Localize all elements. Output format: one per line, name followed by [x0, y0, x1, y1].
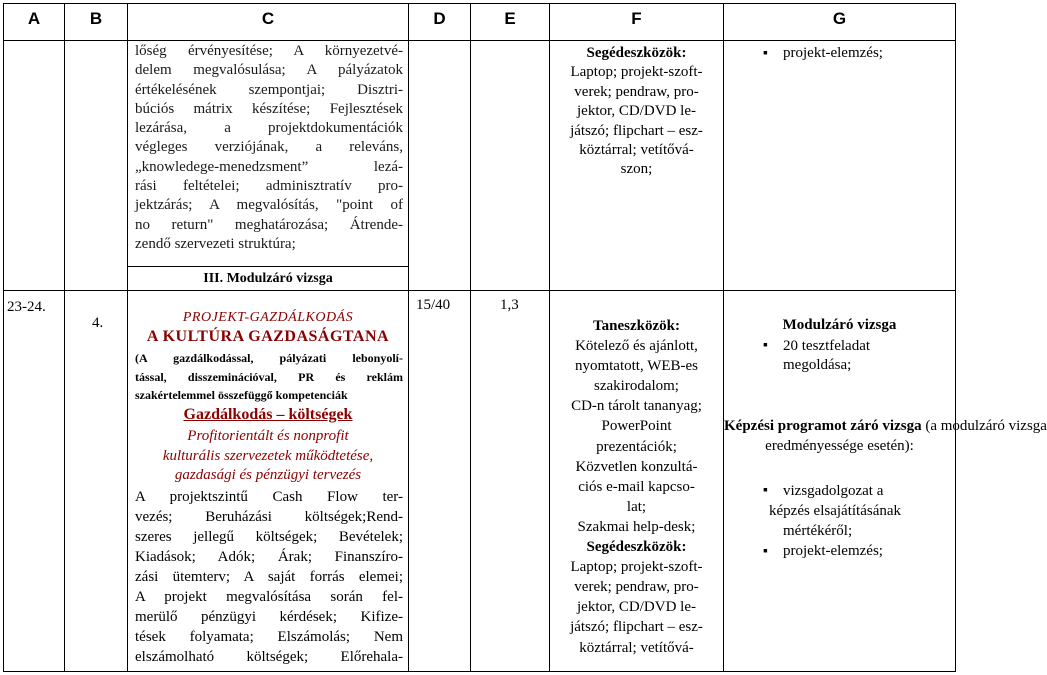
column-header-d: D — [433, 9, 446, 28]
bullet-item: ▪ 20 tesztfeladat — [783, 336, 870, 356]
text-line: köztárral; vetítővá- — [579, 639, 694, 656]
text-line: szeres jellegű költségek; Bevételek; — [135, 529, 403, 545]
column-header-a: A — [27, 9, 41, 28]
text-line: búciós mátrix készítése; Fejlesztések — [135, 100, 403, 117]
text-line: jektor, CD/DVD le- — [577, 599, 696, 616]
text-line: A projektszintű Cash Flow ter- — [135, 489, 403, 505]
text-line: kulturális szervezetek működtetése, — [162, 447, 374, 464]
exam-bullet-2-cont — [769, 501, 901, 541]
text-line: szon; — [620, 161, 653, 178]
top-row-f-text — [550, 44, 723, 180]
text-line: zási ütemterv; A saját forrás elemei; — [135, 569, 403, 585]
text-line: értékelésének szempontjai; Disztri- — [135, 81, 403, 98]
exam-bullet-2 — [783, 481, 883, 501]
text-line: Kötelező és ajánlott, — [575, 338, 698, 355]
exam-bullet-1 — [783, 336, 870, 356]
final-exam-title-rest: (a modulzáró vizsga — [921, 418, 1047, 434]
column-header-e: E — [504, 9, 516, 28]
topic-title: Gazdálkodás – költségek — [183, 406, 353, 423]
text-line: delem megvalósulása; A pályázatok — [135, 62, 403, 79]
row-credit: 1,3 — [500, 297, 519, 313]
section-italic-title: PROJEKT-GAZDÁLKODÁS — [182, 310, 354, 325]
text-line: képzés elsajátításának — [769, 503, 902, 519]
tools-title: Segédeszközök: — [586, 539, 687, 556]
text-line: „knowledege-menedzsment” lezá- — [135, 158, 403, 175]
text-line: jektzárás; A megvalósítás, "point of — [135, 197, 403, 214]
text-line: verek; pendraw, pro- — [574, 83, 699, 100]
topic-body — [135, 487, 403, 667]
exam-bullet-1-cont: megoldása; — [783, 357, 852, 373]
text-line: CD-n tárolt tananyag; — [571, 398, 702, 415]
text-line: verek; pendraw, pro- — [574, 579, 699, 596]
text-line: lőség érvényesítése; A környezetvé- — [135, 43, 403, 59]
text-line: zendő szervezeti struktúra; — [135, 235, 296, 252]
text-line: Szakmai help-desk; — [577, 518, 696, 535]
modul-exam-title: Modulzáró vizsga — [782, 317, 897, 333]
text-line: rási feltételei; adminisztratív pro- — [135, 178, 403, 195]
column-header-c: C — [261, 9, 275, 28]
text-line: tással, disszeminációval, PR és reklám — [135, 369, 403, 384]
column-header-g: G — [832, 9, 847, 28]
text-line: Közvetlen konzultá- — [575, 458, 698, 475]
text-line: A projekt megvalósítása során fel- — [135, 589, 403, 605]
teaching-tools-title: Taneszközök: — [593, 318, 680, 334]
text-line: szakirodalom; — [594, 378, 679, 395]
text-line: prezentációk; — [596, 438, 677, 455]
text-line: Laptop; projekt-szoft- — [570, 64, 703, 81]
row-ratio: 15/40 — [416, 297, 451, 313]
bullet-item: ▪ vizsgadolgozat a — [783, 481, 883, 501]
text-line: játszó; flipchart – esz- — [570, 619, 703, 636]
main-row-f-text — [550, 316, 723, 658]
text-line: Profitorientált és nonprofit — [187, 428, 349, 444]
competence-text — [135, 349, 403, 405]
bullet-item: ▪ projekt-elemzés; — [783, 44, 883, 63]
text-line: no return" meghatározása; Átrende- — [135, 216, 403, 233]
column-header-b: B — [89, 9, 103, 28]
text-line: lezárása, a projektdokumentációk — [135, 120, 403, 137]
text-line: köztárral; vetítővá- — [579, 142, 694, 159]
top-row-g-text — [783, 44, 883, 63]
row-number: 4. — [92, 315, 104, 331]
text-line: játszó; flipchart – esz- — [570, 122, 703, 139]
top-row-c-text — [135, 42, 403, 254]
text-line: vezés; Beruházási költségek;Rend- — [135, 509, 403, 525]
final-exam-text — [724, 416, 1047, 456]
text-line: Kiadások; Adók; Árak; Finanszíro- — [135, 549, 403, 565]
text-line: tések folyamata; Elszámolás; Nem — [135, 629, 403, 645]
tools-title: Segédeszközök: — [586, 45, 687, 61]
text-line: elszámolható költségek; Előrehala- — [135, 649, 403, 665]
text-line: gazdasági és pénzügyi tervezés — [174, 467, 362, 483]
column-header-f: F — [631, 9, 642, 28]
exam-bullet-3 — [783, 542, 883, 561]
row-hours: 23-24. — [7, 299, 46, 315]
section-title: A KULTÚRA GAZDASÁGTANA — [146, 328, 390, 345]
text-line: jektor, CD/DVD le- — [577, 103, 696, 120]
text-line: merülő pénzügyi kérdések; Kifize- — [135, 609, 403, 625]
final-exam-title-bold: Képzési programot záró vizsga — [724, 418, 922, 434]
topic-subtitle — [128, 427, 408, 486]
text-line: szakértelemmel összefüggő kompetenciák — [135, 388, 348, 402]
text-line: nyomtatott, WEB-es — [574, 358, 699, 375]
final-exam-condition: eredményessége esetén): — [765, 438, 914, 454]
bullet-item: ▪ projekt-elemzés; — [783, 542, 883, 561]
text-line: lat; — [626, 498, 647, 515]
text-line: PowerPoint — [601, 418, 672, 435]
text-line: (A gazdálkodással, pályázati lebonyolí- — [135, 351, 403, 365]
text-line: ciós e-mail kapcso- — [578, 478, 695, 495]
modul-label: III. Modulzáró vizsga — [203, 271, 333, 286]
text-line: Laptop; projekt-szoft- — [570, 559, 703, 576]
text-line: mértékéről; — [783, 523, 853, 539]
final-exam-title — [724, 416, 1047, 436]
text-line: végleges verziójának, a releváns, — [135, 139, 403, 156]
